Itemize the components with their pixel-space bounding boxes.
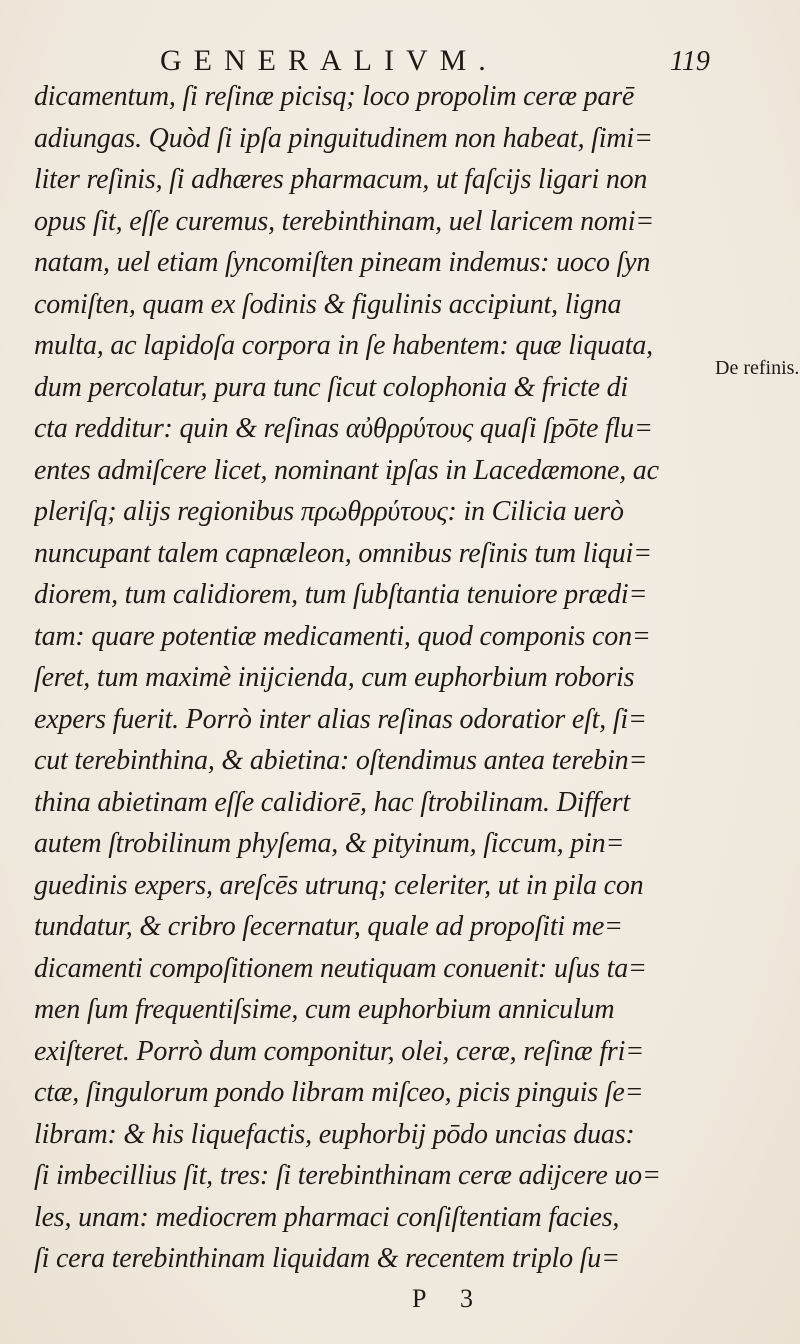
text-line: adiungas. Quòd ſi ipſa pinguitudinem non habeat, ſimi=	[34, 122, 653, 154]
text-line: ſeret, tum maximè inijcienda, cum euphorbium roboris	[34, 662, 635, 693]
text-line: exiſteret. Porrò dum componitur, olei, ceræ, reſinæ fri=	[34, 1035, 644, 1067]
text-line: cut terebinthina, & abietina: oſtendimus antea terebin=	[34, 745, 648, 776]
body-text	[34, 76, 724, 1280]
running-head: GENERALIVM.	[160, 44, 498, 77]
text-line: tam: quare potentiæ medicamenti, quod componis con=	[34, 620, 651, 652]
text-line: entes admiſcere licet, nominant ipſas in Lacedæmone, ac	[34, 454, 659, 486]
text-line: cta redditur: quin & reſinas αὐθρρύτους quaſi ſpōte flu=	[34, 413, 653, 444]
text-line: ctæ, ſingulorum pondo libram miſceo, picis pinguis ſe=	[34, 1077, 644, 1108]
text-line: opus ſit, eſſe curemus, terebinthinam, uel laricem nomi=	[34, 205, 654, 237]
text-line: liter reſinis, ſi adhæres pharmacum, ut faſcijs ligari non	[34, 164, 648, 195]
marginal-note: De refinis.	[715, 357, 800, 379]
text-line: ſi cera terebinthinam liquidam & recentem triplo ſu=	[34, 1243, 620, 1274]
text-line: libram: & his liquefactis, euphorbij pōdo uncias duas:	[34, 1118, 635, 1150]
text-line: pleriſq; alijs regionibus πρωθρρύτους: in Cilicia uerò	[34, 496, 624, 527]
text-line: dicamentum, ſi reſinæ picisq; loco propolim ceræ parē	[34, 81, 635, 112]
text-line: guedinis expers, areſcēs utrunq; celeriter, ut in pila con	[34, 869, 644, 901]
text-line: dum percolatur, pura tunc ſicut colophonia & fricte di	[34, 371, 628, 403]
text-line: natam, uel etiam ſyncomiſten pineam indemus: uoco ſyn	[34, 247, 651, 278]
text-line: comiſten, quam ex ſodinis & figulinis accipiunt, ligna	[34, 288, 622, 320]
text-line: dicamenti compoſitionem neutiquam conuenit: uſus ta=	[34, 952, 647, 984]
text-line: ſi imbecillius ſit, tres: ſi terebinthinam ceræ adijcere uo=	[34, 1160, 661, 1191]
text-line: men ſum frequentiſsime, cum euphorbium anniculum	[34, 994, 615, 1025]
text-line: multa, ac lapidoſa corpora in ſe habentem: quæ liquata,	[34, 330, 653, 361]
text-line: les, unam: mediocrem pharmaci conſiſtentiam facies,	[34, 1201, 620, 1233]
signature-mark: P 3	[412, 1284, 487, 1313]
text-line: expers fuerit. Porrò inter alias reſinas odoratior eſt, ſi=	[34, 703, 647, 735]
text-line: autem ſtrobilinum phyſema, & pityinum, ſiccum, pin=	[34, 828, 625, 859]
text-line: nuncupant talem capnæleon, omnibus reſinis tum liqui=	[34, 537, 652, 569]
page-number: 119	[670, 46, 710, 77]
text-line: diorem, tum calidiorem, tum ſubſtantia tenuiore prædi=	[34, 579, 648, 610]
text-line: thina abietinam eſſe calidiorē, hac ſtrobilinam. Differt	[34, 786, 630, 818]
text-line: tundatur, & cribro ſecernatur, quale ad propoſiti me=	[34, 911, 623, 942]
